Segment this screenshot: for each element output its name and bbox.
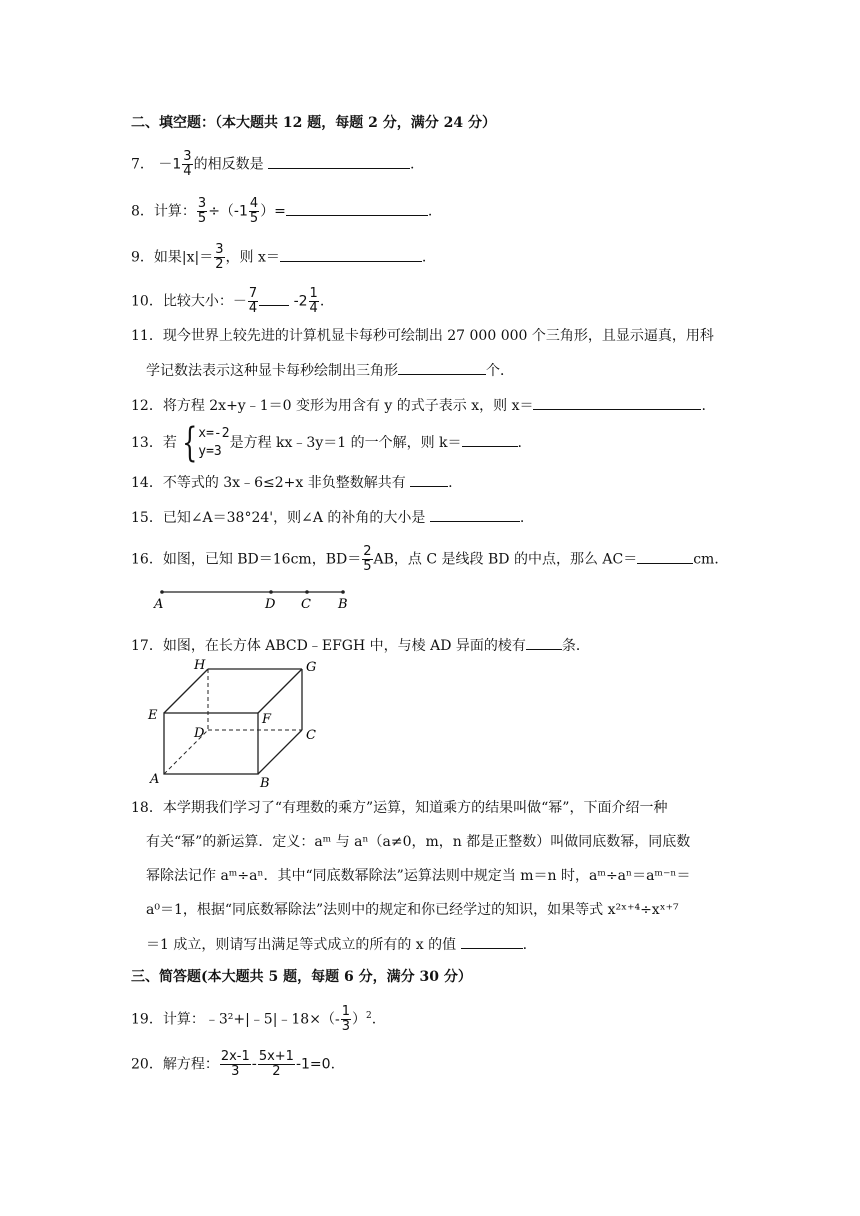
q16-unit: cm． — [693, 551, 729, 568]
q14-answer-blank[interactable] — [410, 472, 448, 487]
q10-number: 10．比较大小： — [131, 293, 233, 310]
q13-equation-system — [177, 420, 230, 466]
label-b: B — [338, 597, 348, 610]
q14-end: . — [448, 475, 453, 491]
question-14 — [131, 472, 453, 493]
q9-answer-blank[interactable] — [280, 247, 422, 262]
question-11-line-2 — [146, 360, 514, 381]
question-18-line-2: 有关“幂”的新运算．定义：aᵐ 与 aⁿ（a≠0，m，n 都是正整数）叫做同底数幂，同底数 — [146, 834, 691, 850]
q19-pre: 19．计算：﹣3²+|﹣5|﹣18×（- — [131, 1011, 340, 1028]
q10-f1-num: 7 — [248, 286, 258, 301]
label-c: C — [306, 728, 316, 743]
q9-frac-den: 2 — [215, 257, 224, 272]
figure-16-segment — [140, 580, 370, 610]
q13-post: 是方程 kx﹣3y＝1 的一个解，则 k＝ — [229, 435, 462, 451]
q8-answer-blank[interactable] — [286, 201, 428, 216]
q8-post: ）= — [260, 203, 286, 220]
q10-f1-den: 4 — [248, 301, 258, 316]
label-d: D — [194, 726, 205, 741]
point-c — [305, 590, 309, 594]
q19-post: ） — [351, 1011, 366, 1028]
label-d: D — [265, 597, 276, 610]
q12-end: . — [701, 398, 706, 414]
q10-f2-den: 4 — [309, 301, 318, 316]
question-19 — [131, 1005, 376, 1034]
q8-fraction-2 — [249, 197, 259, 226]
question-10 — [131, 287, 324, 316]
q16-pre: 16．如图，已知 BD＝16cm，BD＝ — [131, 551, 362, 568]
label-h: H — [194, 658, 206, 673]
front-face — [164, 713, 258, 774]
q20-end: . — [330, 1056, 336, 1073]
question-18-line-1: 18．本学期我们学习了“有理数的乘方”运算，知道乘方的结果叫做“幂”，下面介绍一种 — [131, 800, 668, 816]
q8-number: 8．计算： — [131, 203, 196, 220]
q10-end: . — [319, 293, 325, 310]
q18-answer-blank[interactable] — [461, 934, 523, 949]
q8-mid: ÷（-1 — [208, 203, 248, 220]
q10-answer-blank[interactable] — [259, 291, 289, 306]
q12-text: 12．将方程 2x+y﹣1＝0 变形为用含有 y 的式子表示 x，则 x＝ — [131, 398, 534, 414]
q20-f2-num: 5x+1 — [258, 1049, 294, 1064]
question-9 — [131, 243, 426, 272]
q10-fraction-2 — [309, 287, 319, 316]
q13-end: . — [517, 435, 522, 451]
label-e: E — [148, 708, 158, 723]
q16-frac-den: 5 — [363, 559, 372, 574]
q15-text: 15．已知∠A＝38°24'，则∠A 的补角的大小是 — [131, 510, 426, 526]
q7-end: . — [410, 156, 415, 173]
q9-frac-num: 3 — [215, 242, 224, 257]
q16-fraction — [362, 545, 372, 574]
q13-number: 13．若 — [131, 435, 177, 451]
q20-f2-den: 2 — [272, 1064, 281, 1079]
q8-fraction-1 — [197, 197, 207, 226]
q11-line2-post: 个． — [486, 363, 514, 379]
q7-fraction — [182, 150, 192, 179]
question-18-line-4: a⁰＝1，根据“同底数幂除法”法则中的规定和你已经学过的知识，如果等式 x²ˣ⁺⁴÷xˣ⁺⁷ — [146, 902, 679, 918]
q11-answer-blank[interactable] — [398, 360, 486, 375]
q9-fraction — [214, 243, 224, 272]
q9-end: . — [421, 249, 427, 266]
label-a: A — [154, 597, 164, 610]
q7-frac-num: 3 — [183, 149, 192, 164]
q20-pre: 20．解方程： — [131, 1056, 219, 1073]
q11-line2-pre: 学记数法表示这种显卡每秒绘制出三角形 — [146, 363, 398, 379]
q16-post: AB，点 C 是线段 BD 的中点，那么 AC＝ — [373, 551, 638, 568]
q15-answer-blank[interactable] — [430, 507, 520, 522]
question-18-line-3: 幂除法记作 aᵐ÷aⁿ．其中“同底数幂除法”运算法则中规定当 m＝n 时，aᵐ÷aⁿ＝aᵐ⁻ⁿ＝ — [146, 868, 691, 884]
edge-bc — [258, 730, 302, 774]
q19-exponent: 2 — [365, 1010, 372, 1021]
q7-answer-blank[interactable] — [268, 154, 410, 169]
q9-pre: 9．如果|x|＝ — [131, 249, 214, 266]
question-20 — [131, 1050, 335, 1079]
q17-pre: 17．如图，在长方体 ABCD﹣EFGH 中，与棱 AD 异面的棱有 — [131, 638, 526, 654]
q13-row-1: x=-2 — [198, 426, 230, 441]
edge-eh — [164, 669, 208, 713]
q14-text: 14．不等式的 3x﹣6≤2+x 非负整数解共有 — [131, 475, 406, 491]
q8-f2-den: 5 — [249, 211, 259, 226]
q8-end: . — [427, 203, 433, 220]
q10-mid: -2 — [293, 293, 308, 310]
question-7 — [131, 150, 414, 179]
q13-brace: { — [181, 420, 198, 466]
label-g: G — [306, 660, 317, 675]
q8-f1-den: 5 — [197, 211, 207, 226]
q18-end: . — [522, 937, 528, 953]
label-c: C — [301, 597, 311, 610]
q19-end: . — [371, 1011, 377, 1028]
q19-frac-den: 3 — [341, 1019, 350, 1034]
point-b — [341, 590, 345, 594]
q10-fraction-1 — [248, 287, 258, 316]
point-d — [269, 590, 273, 594]
q10-f2-num: 1 — [309, 286, 318, 301]
point-a — [160, 590, 164, 594]
q20-f1-den: 3 — [231, 1064, 240, 1079]
q20-f1-num: 2x-1 — [220, 1049, 250, 1064]
question-11-line-1: 11．现今世界上较先进的计算机显卡每秒可绘制出 27 000 000 个三角形，且显示逼真，用科 — [131, 328, 714, 344]
question-12 — [131, 395, 706, 416]
question-15 — [131, 507, 524, 528]
q16-answer-blank[interactable] — [637, 549, 693, 564]
q8-f2-num: 4 — [249, 196, 259, 211]
q7-frac-den: 4 — [183, 164, 192, 179]
q19-frac-num: 1 — [341, 1004, 350, 1019]
q17-answer-blank[interactable] — [526, 635, 562, 650]
section-short-title: 三、简答题(本大题共 5 题，每题 6 分，满分 30 分） — [131, 969, 472, 985]
section-fill-title: 二、填空题：（本大题共 12 题，每题 2 分，满分 24 分） — [131, 115, 496, 131]
q19-fraction — [341, 1005, 351, 1034]
q7-post: 的相反数是 — [193, 156, 264, 173]
q9-post: ，则 x＝ — [225, 249, 280, 266]
question-18-line-5 — [146, 934, 527, 955]
question-17 — [131, 635, 590, 656]
q17-post: 条． — [561, 638, 590, 654]
question-16 — [131, 545, 728, 574]
q15-end: . — [519, 510, 525, 526]
q20-fraction-2 — [258, 1050, 295, 1079]
q8-f1-num: 3 — [197, 196, 207, 211]
q13-answer-blank[interactable] — [462, 432, 518, 447]
question-8 — [131, 197, 432, 226]
q7-pre: －1 — [158, 156, 182, 173]
q12-answer-blank[interactable] — [533, 395, 701, 410]
edge-fg — [258, 669, 302, 713]
q20-post: -1=0 — [295, 1056, 331, 1073]
q20-minus: - — [251, 1056, 257, 1073]
figure-17-cuboid — [140, 655, 340, 790]
q20-fraction-1 — [220, 1050, 251, 1079]
label-a: A — [150, 772, 160, 787]
q13-row-2: y=3 — [198, 444, 222, 459]
label-f: F — [262, 712, 272, 727]
q18-line5-text: ＝1 成立，则请写出满足等式成立的所有的 x 的值 — [146, 937, 457, 953]
label-b: B — [260, 776, 270, 790]
q7-number: 7． — [131, 156, 154, 173]
question-13 — [131, 420, 522, 466]
q16-frac-num: 2 — [363, 544, 372, 559]
q10-neg: － — [232, 293, 247, 310]
